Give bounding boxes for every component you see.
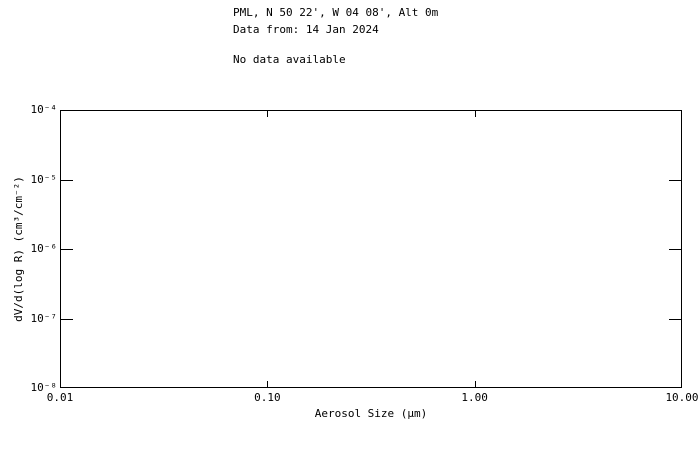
x-axis-title: Aerosol Size (μm) [314, 407, 428, 420]
data-date-text: Data from: 14 Jan 2024 [233, 23, 379, 36]
x-axis-tick-mark [267, 381, 268, 387]
y-tick-label: 10⁻⁵ [30, 172, 57, 186]
station-location-text: PML, N 50 22', W 04 08', Alt 0m [233, 6, 439, 19]
y-axis-tick-mark [61, 249, 73, 250]
y-tick-label: 10⁻⁴ [30, 103, 57, 116]
y-axis-tick-mark [669, 180, 681, 181]
y-axis-tick-mark [61, 180, 73, 181]
y-axis-title: dV/d(log R) (cm³/cm⁻²) [12, 176, 25, 322]
y-tick-label: 10⁻⁷ [30, 311, 57, 325]
x-axis-tick-mark [267, 111, 268, 117]
x-axis-tick-mark [475, 111, 476, 117]
y-axis-tick-mark [61, 319, 73, 320]
y-tick-label: 10⁻⁶ [30, 242, 57, 255]
y-axis-tick-mark [669, 319, 681, 320]
plot-area [60, 110, 682, 388]
x-tick-label: 1.00 [461, 391, 488, 404]
y-axis-tick-mark [669, 249, 681, 250]
y-tick-label: 10⁻⁸ [30, 381, 57, 394]
x-axis-tick-mark [475, 381, 476, 387]
x-tick-label: 0.01 [46, 391, 74, 404]
no-data-message: No data available [233, 53, 346, 66]
x-tick-label: 0.10 [254, 391, 281, 404]
x-tick-label: 10.00 [665, 391, 699, 404]
